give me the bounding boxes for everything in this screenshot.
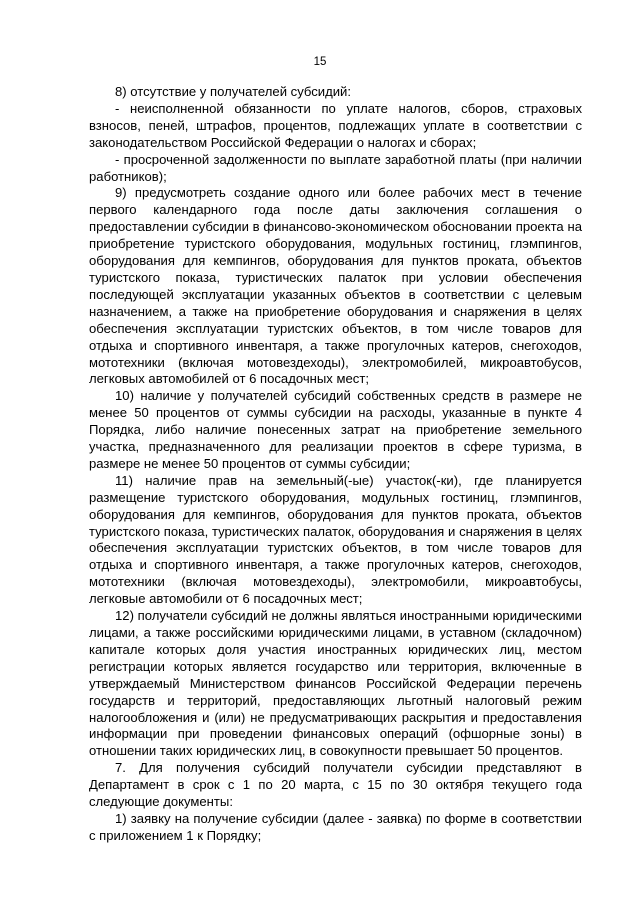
paragraph-8-taxes: - неисполненной обязанности по уплате налогов, сборов, страховых взносов, пеней, штрафов, процентов, подлежащих уплате в соответствии с законодательством Российской Федерации о налогах и сборах; (89, 100, 582, 150)
paragraph-7-documents: 7. Для получения субсидий получатели субсидии представляют в Департамент в срок с 1 по 20 марта, с 15 по 30 октября текущего года следующие документы: (89, 760, 582, 810)
paragraph-7-1-application: 1) заявку на получение субсидии (далее - заявка) по форме в соответствии с приложением 1 к Порядку; (89, 810, 582, 843)
page-number: 15 (313, 56, 327, 68)
paragraph-11: 11) наличие прав на земельный(-ые) участок(-ки), где планируется размещение туристского оборудования, модульных гостиниц, глэмпингов, оборудования для кемпингов, оборудования для пунктов проката, объектов туристского показа, туристических палаток, оборудования и снаряжения в целях обеспечения эксплуатации туристских объектов, в том числе товаров для отдыха и спортивного инвентаря, а также прогулочных катеров, снегоходов, мототехники (включая мотовездеходы), электромобили, микроавтобусы, легковые автомобили от 6 посадочных мест; (89, 472, 582, 607)
paragraph-9: 9) предусмотреть создание одного или более рабочих мест в течение первого календарного года после даты заключения соглашения о предоставлении субсидии в финансово-экономическом обосновании проекта на приобретение туристского оборудования, модульных гостиниц, глэмпингов, оборудования для кемпингов, оборудования для пунктов проката, объектов туристского показа, туристических палаток при условии обеспечения последующей эксплуатации указанных объектов в соответствии с целевым назначением, а также на приобретение оборудования и снаряжения в целях обеспечения эксплуатации туристских объектов, в том числе товаров для отдыха и спортивного инвентаря, а также прогулочных катеров, снегоходов, мототехники (включая мотовездеходы), электромобилей, микроавтобусов, легковых автомобилей от 6 посадочных мест; (89, 185, 582, 387)
paragraph-8-wages: - просроченной задолженности по выплате заработной платы (при наличии работников); (89, 151, 582, 184)
paragraph-8: 8) отсутствие у получателей субсидий: (115, 84, 352, 99)
document-body (89, 84, 582, 845)
paragraph-10: 10) наличие у получателей субсидий собственных средств в размере не менее 50 процентов от суммы субсидии на расходы, указанные в пункте 4 Порядка, либо наличие понесенных затрат на приобретение земельного участка, предназначенного для реализации проектов в сфере туризма, в размере не менее 50 процентов от суммы субсидии; (89, 388, 582, 471)
paragraph-12: 12) получатели субсидий не должны являться иностранными юридическими лицами, а также российскими юридическими лицами, в уставном (складочном) капитале которых доля участия иностранных юридических лиц, местом регистрации которых является государство или территория, включенные в утверждаемый Министерством финансов Российской Федерации перечень государств и территорий, предоставляющих льготный налоговый режим налогообложения и (или) не предусматривающих раскрытия и предоставления информации при проведении финансовых операций (офшорные зоны) в отношении таких юридических лиц, в совокупности превышает 50 процентов. (89, 608, 582, 759)
